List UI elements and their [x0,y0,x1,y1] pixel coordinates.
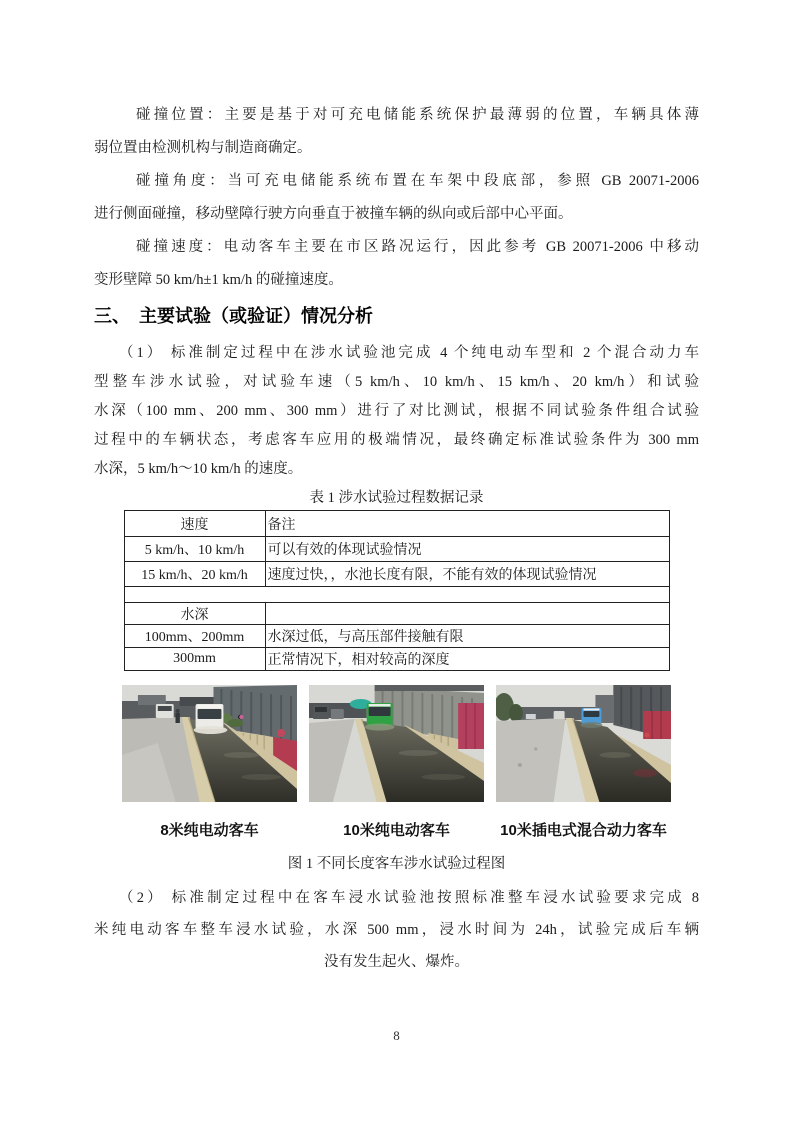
body-line: （1） 标准制定过程中在涉水试验池完成 4 个纯电动车型和 2 个混合动力车 [119,345,699,361]
figure-caption: 图 1 不同长度客车涉水试验过程图 [287,856,506,872]
table-cell: 15 km/h、20 km/h [124,562,265,587]
table-cell: 可以有效的体现试验情况 [265,537,669,562]
body-line: 碰撞角度：当可充电储能系统布置在车架中段底部，参照 GB 20071-2006 [136,173,699,189]
section-heading: 三、 主要试验（或验证）情况分析 [94,306,373,326]
table-cell [124,587,669,603]
paragraph-wading-test [94,339,699,484]
page-number: 8 [393,1028,400,1043]
table-row [124,625,669,648]
body-line: 过程中的车辆状态，考虑客车应用的极端情况，最终确定标准试验条件为 300 mm [94,432,699,448]
table-cell: 100mm、200mm [124,625,265,648]
body-line: （2） 标准制定过程中在客车浸水试验池按照标准整车浸水试验要求完成 8 [119,890,699,906]
wading-photo-image [496,685,671,802]
photo-captions-row [94,819,699,840]
paragraph-immersion-test [94,882,699,978]
table-cell: 5 km/h、10 km/h [124,537,265,562]
body-line: 水深（100 mm、200 mm、300 mm）进行了对比测试，根据不同试验条件组合试验 [94,403,699,419]
table-cell: 水深过低，与高压部件接触有限 [265,625,669,648]
background-truck-icon [554,711,565,719]
body-line: 水深，5 km/h～10 km/h 的速度。 [94,461,303,477]
body-line: 进行侧面碰撞，移动壁障行驶方向垂直于被撞车辆的纵向或后部中心平面。 [94,206,573,222]
table-row-spacer [124,587,669,603]
table-row [124,511,669,537]
table-row [124,648,669,671]
wading-photo-8m-ev-bus [122,685,297,802]
photo-caption: 10米插电式混合动力客车 [500,822,667,839]
table-cell: 速度 [124,511,265,537]
body-line: 型整车涉水试验，对试验车速（5 km/h、10 km/h、15 km/h、20 km/h）和试验 [94,374,699,390]
body-line: 弱位置由检测机构与制造商确定。 [94,140,312,156]
table-caption: 表 1 涉水试验过程数据记录 [309,490,484,506]
body-line: 变形壁障 50 km/h±1 km/h 的碰撞速度。 [94,272,343,288]
wading-photo-10m-ev-bus [309,685,484,802]
table-cell: 速度过快，，水池长度有限，不能有效的体现试验情况 [265,562,669,587]
table-row [124,603,669,625]
table-row [124,537,669,562]
bicycle-person-icon [645,733,650,738]
photo-caption: 10米纯电动客车 [343,822,450,839]
body-line: 没有发生起火、爆炸。 [324,954,469,970]
paragraph-collision-speed [94,231,699,297]
body-line: 米纯电动客车整车浸水试验，水深 500 mm，浸水时间为 24h，试验完成后车辆 [94,922,699,938]
figure-photos-row [94,685,699,802]
table-cell: 正常情况下，相对较高的深度 [265,648,669,671]
body-line: 碰撞位置：主要是基于对可充电储能系统保护最薄弱的位置，车辆具体薄 [136,107,699,123]
wading-photo-10m-phev-bus [496,685,671,802]
paragraph-collision-position [94,99,699,165]
person-icon [176,709,180,713]
table-cell: 水深 [124,603,265,625]
wading-photo-image [122,685,297,802]
wading-test-data-table [124,510,670,671]
table-cell: 300mm [124,648,265,671]
table-row [124,562,669,587]
table-cell [265,603,669,625]
paragraph-collision-angle [94,165,699,231]
body-line: 碰撞速度：电动客车主要在市区路况运行，因此参考 GB 20071-2006 中移动 [136,239,699,255]
wading-photo-image [309,685,484,802]
table-cell: 备注 [265,511,669,537]
photo-caption: 8米纯电动客车 [160,822,259,839]
